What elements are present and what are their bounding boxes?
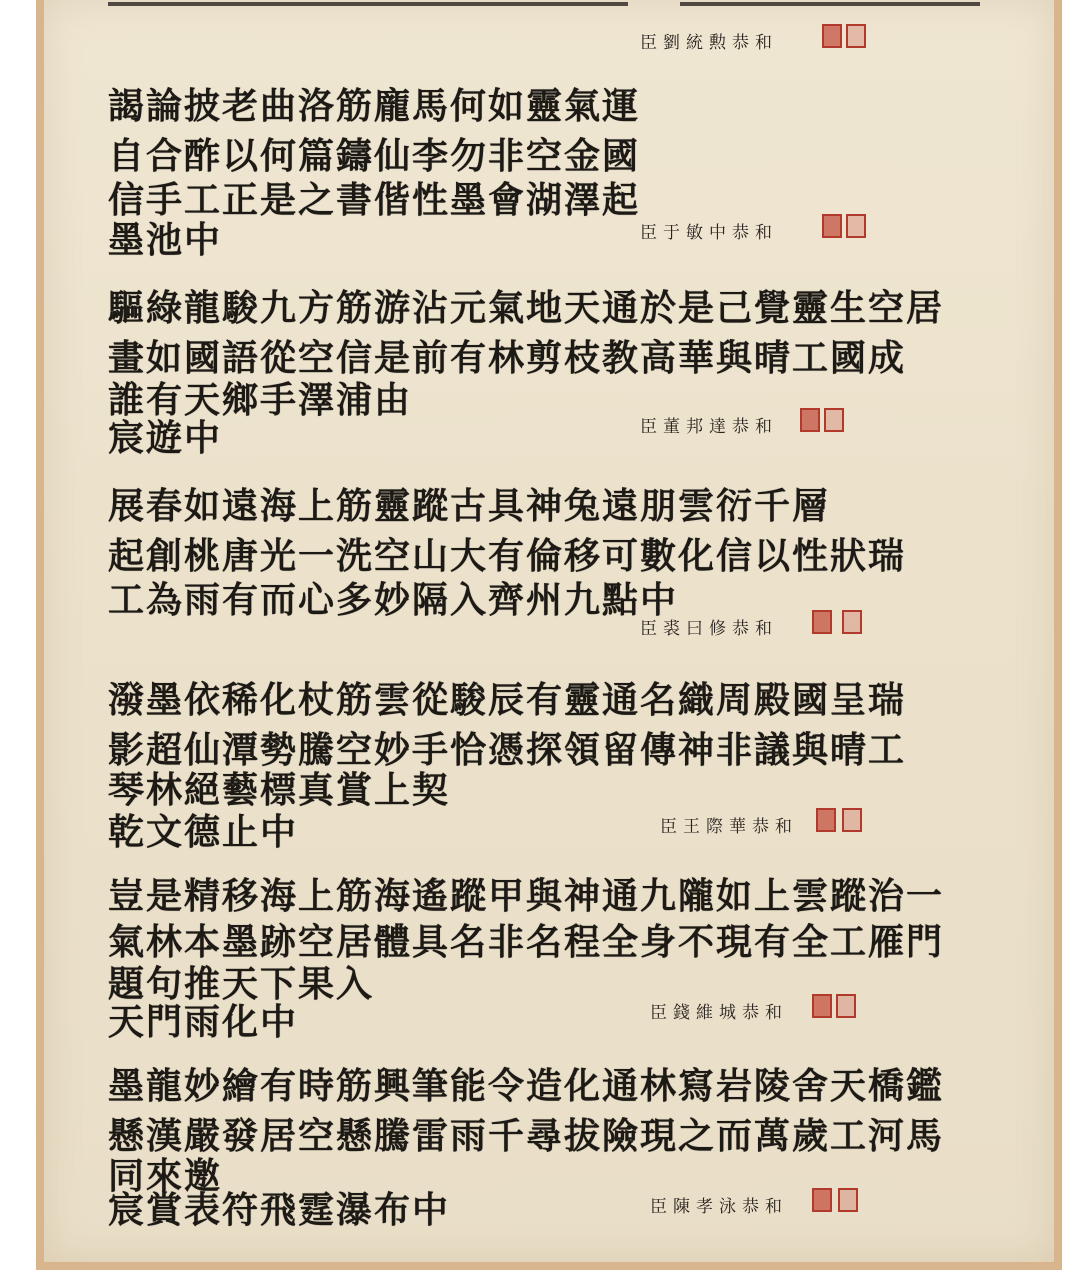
poem-4-line-3: 工為雨有而心多妙隔入齊州九點中 bbox=[108, 579, 679, 621]
seal-6a bbox=[812, 994, 832, 1018]
poem-2-line-3: 信手工正是之書偕性墨會湖澤起 bbox=[108, 179, 641, 221]
seal-1b bbox=[846, 24, 866, 48]
poem-4-line-1: 展春如遠海上筋靈蹤古具神兔遠朋雲衍千層 bbox=[108, 485, 831, 527]
poem-7-line-2: 懸漢嚴發居空懸騰雷雨千尋拔險現之而萬歲工河馬 bbox=[108, 1115, 945, 1157]
poem-7-line-3: 同來邀 bbox=[108, 1155, 223, 1197]
poem-7-line-4: 宸賞表符飛霆瀑布中 bbox=[108, 1189, 451, 1231]
poem-2-line-2: 自合酢以何篇鑄仙李勿非空金國 bbox=[108, 135, 641, 177]
poem-2-line-1: 謁論披老曲洛筋龐馬何如靈氣運 bbox=[108, 85, 641, 127]
seal-3a bbox=[800, 408, 820, 432]
seal-2a bbox=[822, 214, 842, 238]
signature-1: 臣劉統勲恭和 bbox=[640, 33, 778, 53]
seal-1a bbox=[822, 24, 842, 48]
poem-7-line-1: 墨龍妙繪有時筋興筆能令造化通林寫岩陵舍天橋鑑 bbox=[108, 1065, 945, 1107]
poem-4-line-2: 起創桃唐光一洗空山大有倫移可數化信以性狀瑞 bbox=[108, 535, 907, 577]
seal-7b bbox=[838, 1188, 858, 1212]
seal-5b bbox=[842, 808, 862, 832]
cut-off-text-top-right bbox=[680, 2, 980, 6]
poem-6-line-1: 豈是精移海上筋海遙蹤甲與神通九隴如上雲蹤治一 bbox=[108, 875, 945, 917]
signature-6: 臣錢維城恭和 bbox=[650, 1003, 788, 1023]
seal-7a bbox=[812, 1188, 832, 1212]
poem-3-line-4: 宸遊中 bbox=[108, 417, 223, 459]
poem-3-line-3: 誰有天鄉手澤浦由 bbox=[108, 379, 413, 421]
signature-4: 臣裘曰修恭和 bbox=[640, 619, 778, 639]
seal-2b bbox=[846, 214, 866, 238]
cut-off-text-top bbox=[108, 2, 628, 6]
poem-5-line-4: 乾文德止中 bbox=[108, 811, 299, 853]
poem-3-line-2: 畫如國語從空信是前有林剪枝教高華與晴工國成 bbox=[108, 337, 907, 379]
seal-3b bbox=[824, 408, 844, 432]
poem-6-line-4: 天門雨化中 bbox=[108, 1001, 299, 1043]
seal-4a bbox=[812, 610, 832, 634]
seal-4b bbox=[842, 610, 862, 634]
poem-6-line-3: 題句推天下果入 bbox=[108, 963, 375, 1005]
poem-6-line-2: 氣林本墨跡空居體具名非名程全身不現有全工雁門 bbox=[108, 921, 945, 963]
seal-5a bbox=[816, 808, 836, 832]
signature-7: 臣陳孝泳恭和 bbox=[650, 1197, 788, 1217]
signature-2: 臣于敏中恭和 bbox=[640, 223, 778, 243]
poem-2-line-4: 墨池中 bbox=[108, 219, 223, 261]
seal-6b bbox=[836, 994, 856, 1018]
poem-3-line-1: 驅綠龍駿九方筋游沾元氣地天通於是己覺靈生空居 bbox=[108, 287, 945, 329]
signature-3: 臣董邦達恭和 bbox=[640, 417, 778, 437]
poem-5-line-2: 影超仙潭勢騰空妙手恰憑探領留傳神非議與晴工 bbox=[108, 729, 907, 771]
poem-5-line-1: 潑墨依稀化杖筋雲從駿辰有靈通名織周殿國呈瑞 bbox=[108, 679, 907, 721]
signature-5: 臣王際華恭和 bbox=[660, 817, 798, 837]
poem-5-line-3: 琴林絕藝標真賞上契 bbox=[108, 769, 451, 811]
